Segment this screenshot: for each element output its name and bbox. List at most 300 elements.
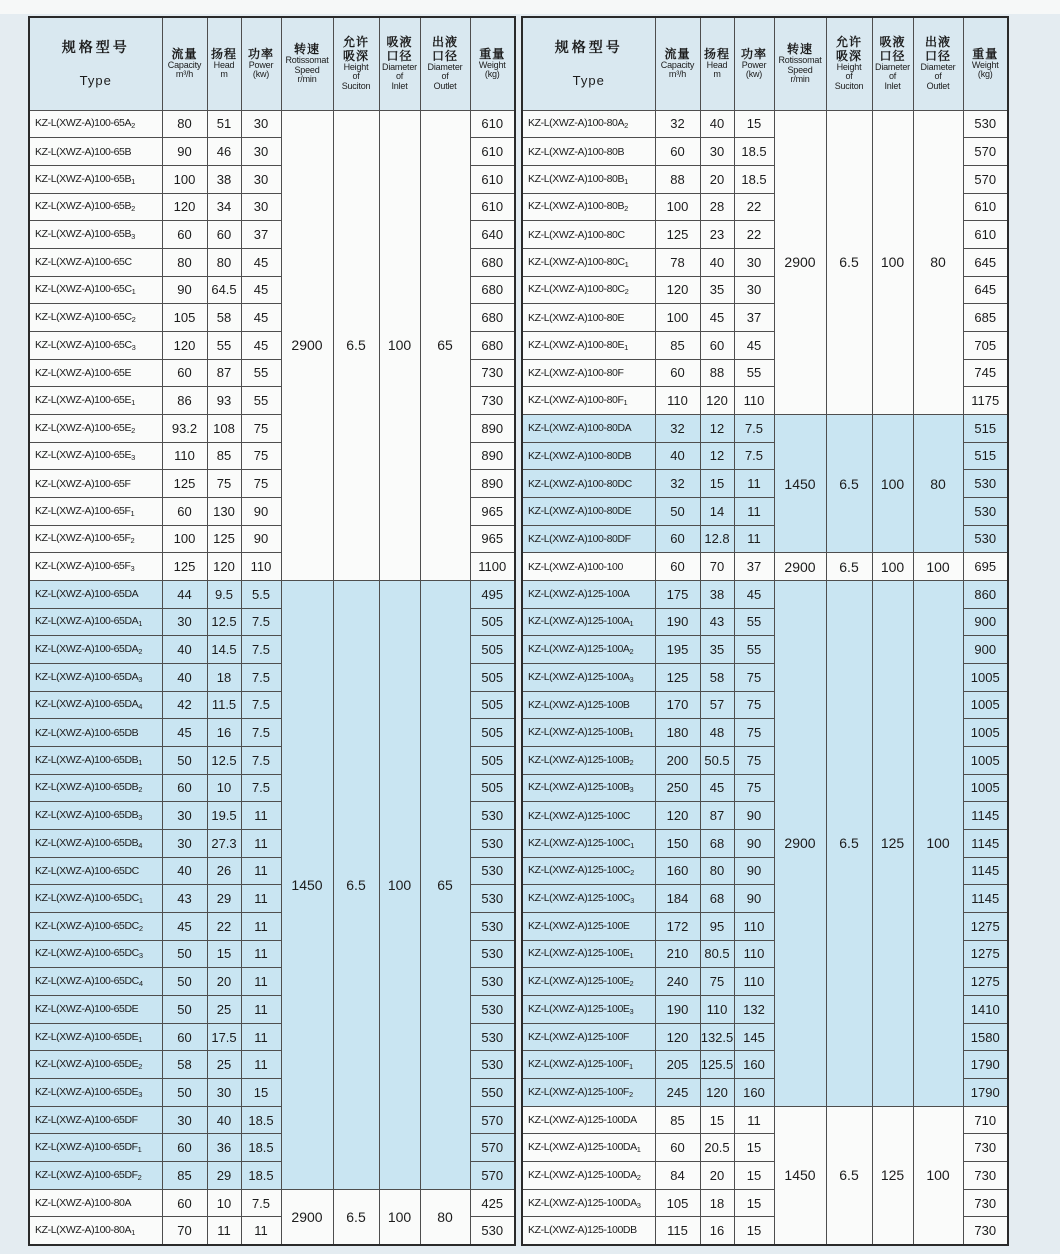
spec-row (29, 1189, 515, 1217)
weight-cell: 1145 (963, 857, 1008, 885)
power-cell: 5.5 (241, 580, 281, 608)
model-name: KZ-L(XWZ-A)100-65A (35, 117, 132, 130)
model-subscript: 2 (624, 287, 629, 297)
inlet-column-header (872, 17, 913, 110)
type-cell (522, 996, 655, 1024)
model-name: KZ-L(XWZ-A)125-100C (528, 809, 631, 822)
outlet-header-line: of (934, 71, 942, 82)
capacity-cell: 60 (162, 497, 207, 525)
power-cell: 37 (734, 304, 774, 332)
model-name: KZ-L(XWZ-A)100-100 (528, 560, 623, 573)
speed-header-line: Speed (294, 64, 320, 75)
capacity-cell: 90 (162, 276, 207, 304)
suction-header-line: 允许 (342, 35, 369, 50)
weight-cell: 860 (963, 580, 1008, 608)
head-cell: 40 (700, 248, 734, 276)
model-name: KZ-L(XWZ-A)125-100A (528, 643, 630, 656)
head-cell: 87 (700, 802, 734, 830)
type-cell (29, 774, 162, 802)
weight-cell: 610 (963, 193, 1008, 221)
outlet-header-line: of (441, 71, 449, 82)
type-cell (29, 1217, 162, 1245)
model-subscript: 3 (138, 813, 143, 823)
type-cell (522, 138, 655, 166)
weight-cell: 550 (470, 1079, 515, 1107)
model-name: KZ-L(XWZ-A)125-100F (528, 1058, 629, 1071)
capacity-cell: 60 (655, 1134, 700, 1162)
type-cell (29, 110, 162, 138)
weight-cell: 730 (963, 1162, 1008, 1190)
model-name: KZ-L(XWZ-A)100-80A (35, 1197, 132, 1210)
capacity-cell: 180 (655, 719, 700, 747)
suction-cell: 6.5 (826, 553, 872, 581)
capacity-cell: 50 (162, 746, 207, 774)
model-name: KZ-L(XWZ-A)100-65DC (35, 975, 139, 988)
inlet-header-line: of (395, 71, 404, 82)
weight-cell: 730 (963, 1189, 1008, 1217)
power-cell: 90 (734, 829, 774, 857)
weight-column-header (470, 17, 515, 110)
weight-cell: 570 (470, 1134, 515, 1162)
model-name: KZ-L(XWZ-A)125-100C (528, 892, 631, 905)
type-cell (29, 470, 162, 498)
capacity-cell: 50 (162, 968, 207, 996)
capacity-cell: 60 (655, 359, 700, 387)
type-cell (522, 608, 655, 636)
model-name: KZ-L(XWZ-A)100-65F (35, 560, 131, 573)
head-cell: 60 (207, 221, 241, 249)
power-cell: 7.5 (241, 608, 281, 636)
model-name: KZ-L(XWZ-A)100-65F (35, 477, 131, 490)
head-cell: 93 (207, 387, 241, 415)
power-cell: 45 (241, 276, 281, 304)
model-name: KZ-L(XWZ-A)125-100C (528, 836, 631, 849)
head-cell: 125.5 (700, 1051, 734, 1079)
weight-cell: 1175 (963, 387, 1008, 415)
weight-cell: 505 (470, 691, 515, 719)
head-cell: 30 (700, 138, 734, 166)
weight-cell: 1005 (963, 691, 1008, 719)
head-cell: 12.8 (700, 525, 734, 553)
outlet-cell: 65 (420, 110, 470, 580)
power-cell: 15 (241, 1079, 281, 1107)
head-cell: 10 (207, 774, 241, 802)
outlet-header-line: Outlet (433, 80, 457, 91)
weight-cell: 640 (470, 221, 515, 249)
capacity-cell: 40 (162, 663, 207, 691)
table-header-left (29, 17, 515, 110)
power-cell: 110 (734, 387, 774, 415)
capacity-cell: 50 (162, 996, 207, 1024)
model-name: KZ-L(XWZ-A)100-80C (528, 228, 625, 241)
weight-cell: 680 (470, 331, 515, 359)
inlet-cell: 100 (379, 580, 420, 1189)
suction-column-header (333, 17, 379, 110)
power-cell: 55 (241, 359, 281, 387)
capacity-cell: 32 (655, 470, 700, 498)
capacity-header-line: Capacity (660, 60, 695, 71)
type-cell (522, 221, 655, 249)
weight-cell: 1005 (963, 774, 1008, 802)
model-subscript: 2 (131, 121, 135, 131)
type-cell (522, 525, 655, 553)
power-header-line: Power (248, 60, 274, 71)
weight-cell: 890 (470, 470, 515, 498)
model-subscript: 3 (636, 1200, 641, 1210)
type-cell (522, 636, 655, 664)
capacity-cell: 60 (162, 1023, 207, 1051)
head-cell: 38 (207, 165, 241, 193)
outlet-column-header (420, 17, 470, 110)
model-name: KZ-L(XWZ-A)100-80DE (528, 505, 632, 518)
table-body-left (29, 110, 515, 1245)
type-cell (29, 912, 162, 940)
head-cell: 110 (700, 996, 734, 1024)
suction-header-line: 吸深 (342, 48, 369, 63)
weight-cell: 730 (470, 359, 515, 387)
capacity-cell: 240 (655, 968, 700, 996)
type-cell (522, 968, 655, 996)
capacity-cell: 170 (655, 691, 700, 719)
model-name: KZ-L(XWZ-A)100-65C (35, 338, 132, 351)
inlet-header-line: Diameter (382, 62, 417, 73)
spec-row (522, 414, 1008, 442)
head-cell: 132.5 (700, 1023, 734, 1051)
type-cell (29, 525, 162, 553)
type-cell (522, 719, 655, 747)
weight-cell: 695 (963, 553, 1008, 581)
head-cell: 48 (700, 719, 734, 747)
power-cell: 75 (734, 746, 774, 774)
head-cell: 58 (207, 304, 241, 332)
type-header-zh: 规格型号 (61, 39, 130, 56)
capacity-cell: 84 (655, 1162, 700, 1190)
capacity-cell: 60 (162, 1134, 207, 1162)
capacity-header-line: 流量 (171, 46, 198, 61)
power-cell: 55 (734, 636, 774, 664)
capacity-cell: 50 (162, 940, 207, 968)
model-name: KZ-L(XWZ-A)100-65DA (35, 670, 139, 683)
model-name: KZ-L(XWZ-A)125-100DA (528, 1168, 637, 1181)
weight-column-header (963, 17, 1008, 110)
inlet-header-line: 口径 (386, 48, 413, 63)
model-name: KZ-L(XWZ-A)100-80B (528, 145, 625, 158)
outlet-header-line: Outlet (926, 80, 950, 91)
suction-header-line: 吸深 (835, 48, 862, 63)
weight-cell: 1275 (963, 968, 1008, 996)
model-name: KZ-L(XWZ-A)100-65DA (35, 698, 139, 711)
model-name: KZ-L(XWZ-A)125-100E (528, 1002, 630, 1015)
capacity-header-line: m³/h (175, 69, 194, 80)
model-subscript: 1 (131, 176, 135, 186)
capacity-cell: 60 (162, 221, 207, 249)
capacity-cell: 60 (655, 553, 700, 581)
power-cell: 45 (241, 248, 281, 276)
inlet-cell: 100 (872, 110, 913, 414)
weight-cell: 1790 (963, 1051, 1008, 1079)
type-header-en: Type (572, 72, 605, 88)
power-cell: 110 (241, 553, 281, 581)
capacity-cell: 58 (162, 1051, 207, 1079)
capacity-cell: 160 (655, 857, 700, 885)
weight-cell: 1410 (963, 996, 1008, 1024)
power-cell: 30 (734, 276, 774, 304)
head-cell: 50.5 (700, 746, 734, 774)
outlet-header-line: Diameter (920, 62, 956, 73)
head-cell: 27.3 (207, 829, 241, 857)
capacity-cell: 40 (162, 636, 207, 664)
model-name: KZ-L(XWZ-A)100-65DF (35, 1168, 138, 1181)
power-cell: 11 (241, 912, 281, 940)
capacity-cell: 205 (655, 1051, 700, 1079)
type-cell (29, 719, 162, 747)
type-cell (29, 1189, 162, 1217)
head-cell: 34 (207, 193, 241, 221)
model-subscript: 1 (628, 1062, 633, 1072)
power-cell: 30 (734, 248, 774, 276)
model-subscript: 1 (131, 398, 135, 408)
model-subscript: 3 (138, 1089, 143, 1099)
type-cell (29, 387, 162, 415)
power-cell: 55 (241, 387, 281, 415)
type-cell (29, 940, 162, 968)
head-cell: 45 (700, 774, 734, 802)
outlet-cell: 80 (420, 1189, 470, 1244)
head-cell: 25 (207, 1051, 241, 1079)
outlet-cell: 65 (420, 580, 470, 1189)
type-cell (29, 829, 162, 857)
power-cell: 11 (734, 525, 774, 553)
model-subscript: 1 (138, 619, 143, 629)
type-cell (29, 1162, 162, 1190)
head-cell: 51 (207, 110, 241, 138)
capacity-column-header (162, 17, 207, 110)
model-name: KZ-L(XWZ-A)125-100E (528, 920, 630, 933)
outlet-cell: 80 (913, 414, 963, 552)
head-cell: 15 (207, 940, 241, 968)
power-cell: 90 (241, 497, 281, 525)
power-cell: 11 (241, 968, 281, 996)
capacity-cell: 78 (655, 248, 700, 276)
head-cell: 20 (207, 968, 241, 996)
weight-cell: 965 (470, 525, 515, 553)
weight-cell: 685 (963, 304, 1008, 332)
model-name: KZ-L(XWZ-A)100-80DC (528, 477, 632, 490)
head-cell: 64.5 (207, 276, 241, 304)
model-name: KZ-L(XWZ-A)125-100DA (528, 1141, 637, 1154)
model-name: KZ-L(XWZ-A)100-65E (35, 394, 132, 407)
head-cell: 23 (700, 221, 734, 249)
head-cell: 35 (700, 276, 734, 304)
inlet-cell: 125 (872, 1106, 913, 1244)
weight-cell: 570 (963, 165, 1008, 193)
weight-cell: 530 (470, 968, 515, 996)
model-name: KZ-L(XWZ-A)100-65DC (35, 864, 139, 877)
weight-cell: 645 (963, 248, 1008, 276)
power-cell: 11 (241, 829, 281, 857)
head-cell: 19.5 (207, 802, 241, 830)
power-cell: 75 (734, 691, 774, 719)
spec-row (522, 580, 1008, 608)
power-cell: 11 (241, 940, 281, 968)
head-cell: 108 (207, 414, 241, 442)
model-subscript: 2 (629, 979, 634, 989)
type-cell (522, 1162, 655, 1190)
type-header-en: Type (79, 72, 112, 88)
head-column-header (207, 17, 241, 110)
power-cell: 37 (241, 221, 281, 249)
type-cell (522, 1051, 655, 1079)
weight-header-line: 重量 (972, 46, 999, 61)
head-cell: 29 (207, 885, 241, 913)
power-cell: 11 (734, 497, 774, 525)
weight-cell: 530 (963, 497, 1008, 525)
suction-header-line: Height (343, 62, 369, 73)
head-cell: 18 (207, 663, 241, 691)
type-cell (522, 940, 655, 968)
inlet-cell: 100 (872, 414, 913, 552)
weight-cell: 530 (470, 857, 515, 885)
type-cell (522, 359, 655, 387)
power-cell: 110 (734, 968, 774, 996)
capacity-cell: 125 (162, 553, 207, 581)
model-subscript: 3 (629, 785, 634, 795)
type-cell (29, 1079, 162, 1107)
capacity-cell: 86 (162, 387, 207, 415)
model-name: KZ-L(XWZ-A)100-65C (35, 256, 132, 269)
power-cell: 15 (734, 110, 774, 138)
model-subscript: 3 (630, 896, 634, 906)
power-cell: 90 (734, 857, 774, 885)
model-subscript: 2 (138, 785, 143, 795)
weight-cell: 530 (470, 1217, 515, 1245)
type-cell (522, 885, 655, 913)
model-name: KZ-L(XWZ-A)100-65DB (35, 753, 139, 766)
model-name: KZ-L(XWZ-A)100-80E (528, 338, 625, 351)
model-subscript: 3 (131, 453, 135, 463)
head-cell: 80 (700, 857, 734, 885)
head-cell: 26 (207, 857, 241, 885)
capacity-cell: 200 (655, 746, 700, 774)
power-cell: 7.5 (241, 774, 281, 802)
weight-cell: 530 (470, 1023, 515, 1051)
inlet-cell: 100 (379, 1189, 420, 1244)
weight-header-line: Weight (478, 60, 506, 71)
model-subscript: 1 (623, 398, 628, 408)
weight-cell: 890 (470, 414, 515, 442)
weight-cell: 505 (470, 746, 515, 774)
head-cell: 80.5 (700, 940, 734, 968)
power-cell: 11 (241, 885, 281, 913)
head-cell: 15 (700, 470, 734, 498)
weight-cell: 425 (470, 1189, 515, 1217)
head-cell: 22 (207, 912, 241, 940)
weight-cell: 1145 (963, 802, 1008, 830)
power-cell: 55 (734, 359, 774, 387)
weight-cell: 530 (470, 940, 515, 968)
capacity-cell: 100 (655, 193, 700, 221)
capacity-cell: 110 (162, 442, 207, 470)
spec-table-right (521, 16, 1009, 1246)
type-cell (29, 414, 162, 442)
model-name: KZ-L(XWZ-A)100-65DA (35, 588, 139, 601)
type-cell (29, 331, 162, 359)
model-subscript: 2 (630, 868, 634, 878)
speed-cell: 2900 (774, 580, 826, 1106)
model-name: KZ-L(XWZ-A)125-100A (528, 588, 630, 601)
weight-cell: 515 (963, 442, 1008, 470)
inlet-cell: 100 (379, 110, 420, 580)
speed-column-header (774, 17, 826, 110)
head-cell: 43 (700, 608, 734, 636)
capacity-cell: 50 (655, 497, 700, 525)
model-subscript: 1 (138, 896, 143, 906)
power-cell: 7.5 (734, 414, 774, 442)
weight-cell: 710 (963, 1106, 1008, 1134)
model-name: KZ-L(XWZ-A)100-80A (35, 1223, 132, 1236)
head-header-line: 扬程 (703, 46, 730, 61)
inlet-header-line: of (888, 71, 897, 82)
type-cell (29, 276, 162, 304)
power-cell: 45 (241, 304, 281, 332)
head-cell: 87 (207, 359, 241, 387)
power-cell: 18.5 (734, 138, 774, 166)
capacity-cell: 184 (655, 885, 700, 913)
model-name: KZ-L(XWZ-A)125-100E (528, 947, 630, 960)
capacity-cell: 50 (162, 1079, 207, 1107)
outlet-header-line: Diameter (427, 62, 463, 73)
type-cell (29, 580, 162, 608)
head-cell: 70 (700, 553, 734, 581)
power-cell: 11 (734, 470, 774, 498)
head-cell: 130 (207, 497, 241, 525)
model-name: KZ-L(XWZ-A)100-65DE (35, 1003, 139, 1016)
type-cell (522, 829, 655, 857)
head-cell: 10 (207, 1189, 241, 1217)
outlet-column-header (913, 17, 963, 110)
capacity-cell: 125 (655, 663, 700, 691)
capacity-cell: 195 (655, 636, 700, 664)
model-name: KZ-L(XWZ-A)100-65DC (35, 947, 139, 960)
model-name: KZ-L(XWZ-A)100-65C (35, 283, 132, 296)
outlet-cell: 80 (913, 110, 963, 414)
weight-cell: 570 (470, 1106, 515, 1134)
weight-cell: 1275 (963, 912, 1008, 940)
head-column-header (700, 17, 734, 110)
spec-row (522, 1106, 1008, 1134)
inlet-header-line: 吸液 (386, 35, 413, 50)
power-cell: 132 (734, 996, 774, 1024)
capacity-cell: 30 (162, 608, 207, 636)
power-cell: 30 (241, 110, 281, 138)
model-subscript: 2 (131, 315, 136, 325)
speed-header-line: r/min (297, 74, 317, 85)
power-cell: 7.5 (241, 1189, 281, 1217)
head-header-line: 扬程 (210, 46, 237, 61)
type-cell (29, 221, 162, 249)
capacity-cell: 85 (655, 1106, 700, 1134)
weight-cell: 530 (963, 110, 1008, 138)
model-subscript: 3 (130, 564, 135, 574)
weight-cell: 530 (470, 885, 515, 913)
head-cell: 58 (700, 663, 734, 691)
type-cell (522, 691, 655, 719)
head-cell: 68 (700, 829, 734, 857)
power-cell: 90 (734, 885, 774, 913)
power-cell: 30 (241, 193, 281, 221)
weight-cell: 1790 (963, 1079, 1008, 1107)
head-cell: 95 (700, 912, 734, 940)
